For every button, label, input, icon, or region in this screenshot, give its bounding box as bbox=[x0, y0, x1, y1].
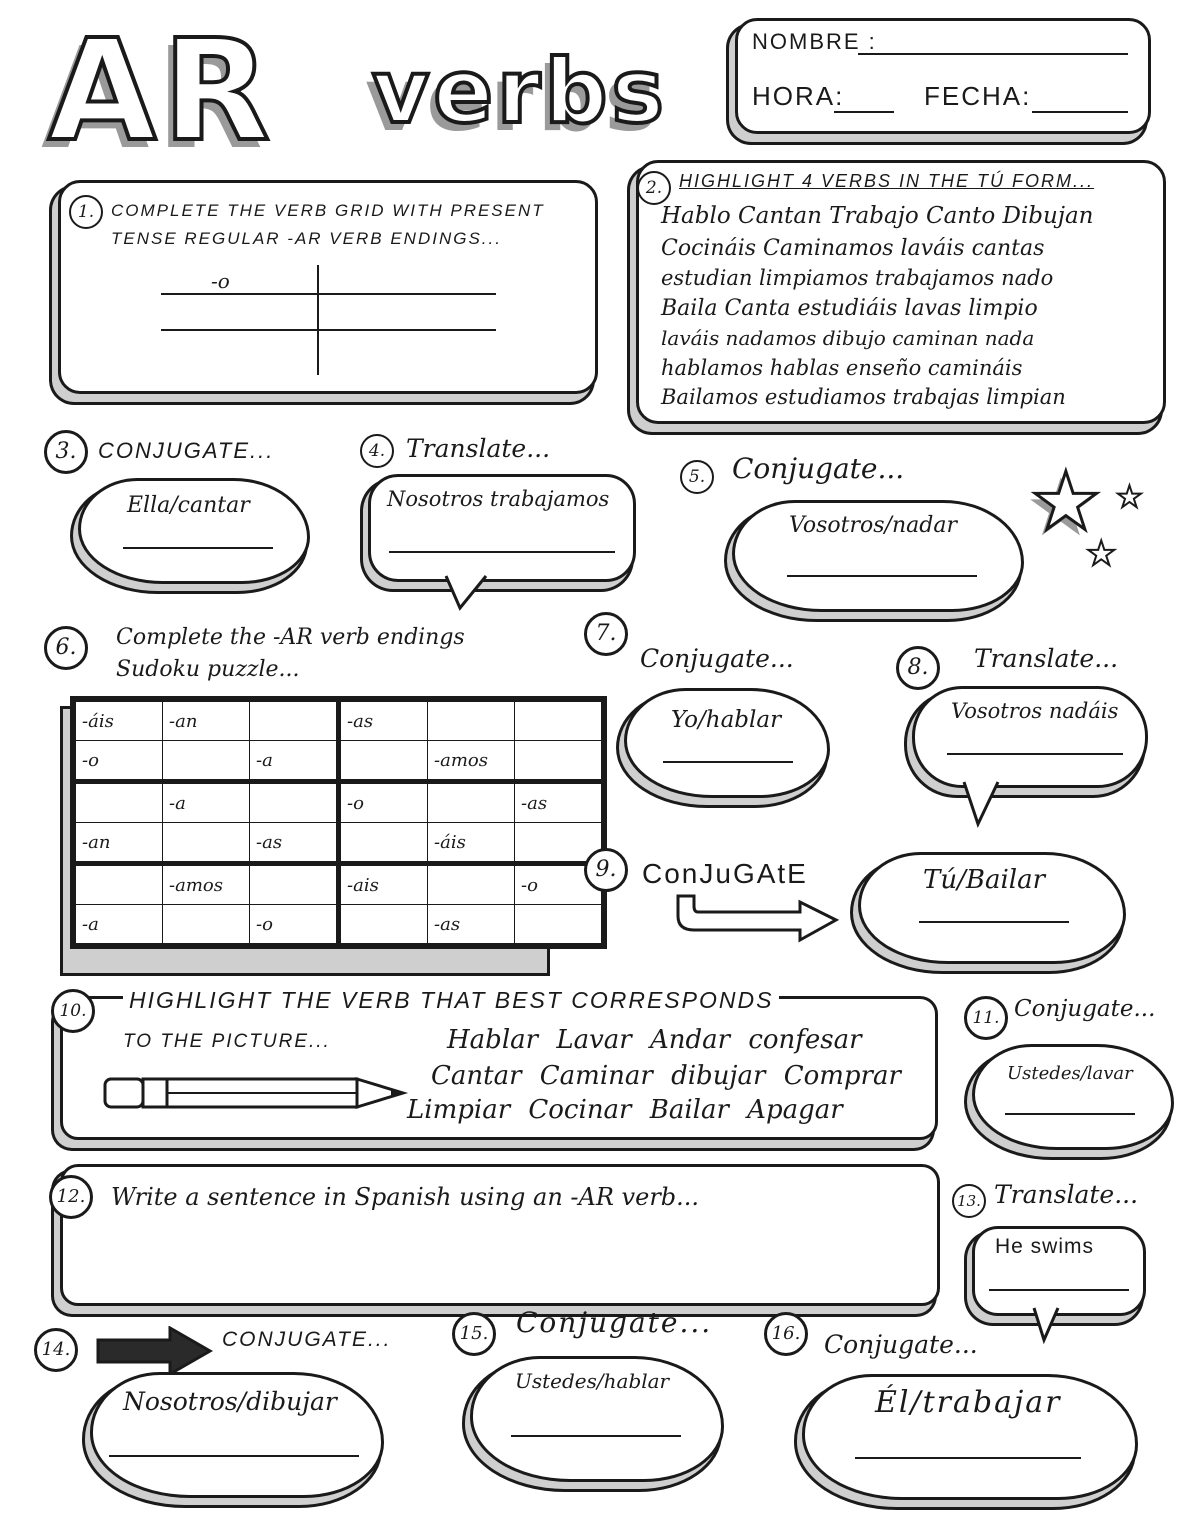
nombre-field[interactable] bbox=[858, 53, 1128, 55]
sudoku-cell-r1c1[interactable]: -áis bbox=[76, 702, 163, 741]
q2-instruction: HIGHLIGHT 4 VERBS IN THE TÚ FORM... bbox=[679, 171, 1095, 191]
q4-answer-line[interactable] bbox=[389, 551, 615, 553]
sudoku-cell-r6c5[interactable]: -as bbox=[428, 905, 515, 944]
q8-bubble-tail bbox=[962, 780, 1012, 830]
q15-cloud bbox=[470, 1356, 724, 1482]
sudoku-cell-r2c3[interactable]: -a bbox=[250, 741, 339, 782]
q7-answer-line[interactable] bbox=[663, 761, 793, 763]
fecha-field[interactable] bbox=[1032, 111, 1128, 113]
q2-verb-row-4: Baila Canta estudiáis lavas limpio bbox=[661, 296, 1038, 321]
sudoku-cell-r6c6[interactable] bbox=[515, 905, 602, 944]
q2-verb-row-1: Hablo Cantan Trabajo Canto Dibujan bbox=[661, 203, 1094, 229]
sudoku-cell-r1c3[interactable] bbox=[250, 702, 339, 741]
star-icon-small-1: ★ bbox=[1116, 480, 1143, 515]
sudoku-cell-r5c4[interactable]: -ais bbox=[339, 864, 428, 905]
q13-bubble-tail bbox=[1032, 1306, 1072, 1346]
q15-prompt: Ustedes/hablar bbox=[515, 1369, 670, 1393]
q16-instruction: Conjugate... bbox=[824, 1330, 978, 1359]
student-info-box bbox=[735, 18, 1151, 134]
q16-number: 16. bbox=[764, 1312, 808, 1356]
q5-instruction: Conjugate... bbox=[732, 452, 905, 485]
q5-cloud bbox=[732, 500, 1024, 612]
sudoku-cell-r4c3[interactable]: -as bbox=[250, 823, 339, 864]
sudoku-cell-r5c6[interactable]: -o bbox=[515, 864, 602, 905]
q5-number: 5. bbox=[680, 460, 714, 494]
q11-prompt: Ustedes/lavar bbox=[1007, 1063, 1133, 1084]
q1-grid-row-line-2 bbox=[161, 329, 496, 331]
q11-number: 11. bbox=[964, 996, 1008, 1040]
q1-grid-first-cell: -o bbox=[211, 269, 230, 293]
q3-instruction: CONJUGATE... bbox=[98, 438, 275, 463]
q16-cloud bbox=[802, 1374, 1138, 1500]
q8-speech-bubble bbox=[912, 686, 1148, 788]
q12-box[interactable] bbox=[56, 1164, 940, 1306]
q7-instruction: Conjugate... bbox=[640, 644, 794, 673]
sudoku-cell-r4c4[interactable] bbox=[339, 823, 428, 864]
q5-prompt: Vosotros/nadar bbox=[789, 513, 957, 538]
q3-cloud bbox=[78, 478, 310, 584]
sudoku-cell-r4c2[interactable] bbox=[163, 823, 250, 864]
sudoku-cell-r3c2[interactable]: -a bbox=[163, 782, 250, 823]
q9-number: 9. bbox=[584, 848, 628, 892]
q10-instruction-line1: HIGHLIGHT THE VERB THAT BEST CORRESPONDS bbox=[123, 987, 779, 1014]
q3-answer-line[interactable] bbox=[123, 547, 273, 549]
star-icon-small-2: ★ bbox=[1086, 534, 1117, 574]
sudoku-cell-r1c4[interactable]: -as bbox=[339, 702, 428, 741]
page-title-verbs: verbs bbox=[372, 40, 668, 143]
q10-instruction-line2: TO THE PICTURE... bbox=[123, 1031, 331, 1052]
sudoku-cell-r6c3[interactable]: -o bbox=[250, 905, 339, 944]
q11-instruction: Conjugate... bbox=[1014, 996, 1156, 1022]
q11-answer-line[interactable] bbox=[1005, 1113, 1135, 1115]
q4-speech-bubble bbox=[368, 474, 636, 582]
q7-cloud bbox=[624, 688, 830, 798]
q1-grid-column-line bbox=[317, 265, 319, 375]
q6-instruction: Complete the -AR verb endings Sudoku puzzle... bbox=[116, 625, 465, 682]
q9-instruction: ConJuGAtE bbox=[642, 858, 808, 889]
star-icon-large: ★ bbox=[1030, 455, 1102, 548]
sudoku-cell-r5c5[interactable] bbox=[428, 864, 515, 905]
q2-verb-row-6: hablamos hablas enseño camináis bbox=[661, 356, 1023, 380]
sudoku-cell-r1c6[interactable] bbox=[515, 702, 602, 741]
sudoku-cell-r6c2[interactable] bbox=[163, 905, 250, 944]
q9-answer-line[interactable] bbox=[919, 921, 1069, 923]
q6-sudoku-frame bbox=[70, 696, 607, 949]
q4-bubble-tail bbox=[444, 574, 504, 614]
sudoku-cell-r3c5[interactable] bbox=[428, 782, 515, 823]
sudoku-cell-r4c5[interactable]: -áis bbox=[428, 823, 515, 864]
q15-answer-line[interactable] bbox=[511, 1435, 681, 1437]
q14-arrow-icon bbox=[96, 1326, 216, 1376]
q16-prompt: Él/trabajar bbox=[875, 1385, 1062, 1420]
sudoku-cell-r2c2[interactable] bbox=[163, 741, 250, 782]
q13-speech-bubble bbox=[972, 1226, 1146, 1316]
sudoku-cell-r1c2[interactable]: -an bbox=[163, 702, 250, 741]
sudoku-cell-r4c1[interactable]: -an bbox=[76, 823, 163, 864]
q9-arrow-icon bbox=[664, 890, 844, 950]
fecha-label: FECHA: bbox=[924, 81, 1032, 111]
hora-field[interactable] bbox=[834, 111, 894, 113]
sudoku-cell-r3c6[interactable]: -as bbox=[515, 782, 602, 823]
sudoku-cell-r3c1[interactable] bbox=[76, 782, 163, 823]
sudoku-cell-r6c1[interactable]: -a bbox=[76, 905, 163, 944]
sudoku-cell-r1c5[interactable] bbox=[428, 702, 515, 741]
q14-answer-line[interactable] bbox=[109, 1455, 359, 1457]
q12-number: 12. bbox=[49, 1175, 93, 1219]
q7-number: 7. bbox=[584, 612, 628, 656]
q5-answer-line[interactable] bbox=[787, 575, 977, 577]
q10-number: 10. bbox=[51, 989, 95, 1033]
q10-options-row-3: Limpiar Cocinar Bailar Apagar bbox=[407, 1095, 843, 1125]
q10-options-row-2: Cantar Caminar dibujar Comprar bbox=[431, 1061, 901, 1091]
q3-number: 3. bbox=[44, 430, 88, 474]
q13-prompt: He swims bbox=[995, 1235, 1095, 1258]
q4-instruction: Translate... bbox=[406, 434, 551, 463]
page-title-ar: AR bbox=[48, 10, 277, 173]
q6-sudoku-grid bbox=[75, 701, 602, 944]
sudoku-cell-r3c3[interactable] bbox=[250, 782, 339, 823]
q10-box bbox=[59, 987, 938, 1140]
sudoku-cell-r5c3[interactable] bbox=[250, 864, 339, 905]
sudoku-cell-r3c4[interactable]: -o bbox=[339, 782, 428, 823]
q9-cloud bbox=[858, 852, 1126, 964]
sudoku-cell-r2c5[interactable]: -amos bbox=[428, 741, 515, 782]
q16-answer-line[interactable] bbox=[855, 1457, 1081, 1459]
q14-prompt: Nosotros/dibujar bbox=[123, 1387, 337, 1416]
sudoku-cell-r2c6[interactable] bbox=[515, 741, 602, 782]
q13-answer-line[interactable] bbox=[989, 1289, 1129, 1291]
q6-number: 6. bbox=[44, 626, 88, 670]
q8-answer-line[interactable] bbox=[947, 753, 1123, 755]
q2-number: 2. bbox=[637, 171, 671, 205]
q14-cloud bbox=[90, 1372, 384, 1498]
q2-verb-row-3: estudian limpiamos trabajamos nado bbox=[661, 266, 1054, 290]
q1-instruction: COMPLETE THE VERB GRID WITH PRESENT TENSE REGULAR -AR VERB ENDINGS... bbox=[111, 201, 545, 248]
q11-cloud bbox=[972, 1044, 1174, 1150]
q7-prompt: Yo/hablar bbox=[671, 707, 782, 733]
q2-verb-row-7: Bailamos estudiamos trabajas limpian bbox=[661, 385, 1066, 409]
q13-number: 13. bbox=[952, 1184, 986, 1218]
sudoku-cell-r2c4[interactable] bbox=[339, 741, 428, 782]
q8-number: 8. bbox=[896, 646, 940, 690]
sudoku-cell-r6c4[interactable] bbox=[339, 905, 428, 944]
sudoku-cell-r2c1[interactable]: -o bbox=[76, 741, 163, 782]
q2-verb-row-2: Cocináis Caminamos laváis cantas bbox=[661, 236, 1045, 261]
q15-number: 15. bbox=[452, 1312, 496, 1356]
q4-number: 4. bbox=[360, 434, 394, 468]
q15-instruction: Conjugate... bbox=[516, 1306, 713, 1339]
q9-prompt: Tú/Bailar bbox=[923, 865, 1046, 895]
q1-grid-row-line-1 bbox=[161, 293, 496, 295]
q2-verb-row-5: laváis nadamos dibujo caminan nada bbox=[661, 326, 1035, 350]
q2-box bbox=[636, 160, 1166, 424]
hora-label: HORA: bbox=[752, 81, 845, 111]
q1-box bbox=[58, 180, 598, 394]
q3-prompt: Ella/cantar bbox=[127, 493, 250, 518]
sudoku-cell-r5c2[interactable]: -amos bbox=[163, 864, 250, 905]
q14-number: 14. bbox=[34, 1328, 78, 1372]
q8-instruction: Translate... bbox=[974, 644, 1119, 673]
q13-instruction: Translate... bbox=[994, 1180, 1139, 1209]
q12-instruction: Write a sentence in Spanish using an -AR verb... bbox=[111, 1183, 700, 1211]
nombre-label: NOMBRE : bbox=[752, 29, 877, 54]
q4-prompt: Nosotros trabajamos bbox=[387, 487, 610, 511]
q1-number: 1. bbox=[69, 195, 103, 229]
q14-instruction: CONJUGATE... bbox=[222, 1328, 392, 1351]
q8-prompt: Vosotros nadáis bbox=[951, 699, 1119, 723]
pencil-icon bbox=[103, 1071, 413, 1115]
sudoku-cell-r5c1[interactable] bbox=[76, 864, 163, 905]
q10-options-row-1: Hablar Lavar Andar confesar bbox=[447, 1025, 862, 1055]
